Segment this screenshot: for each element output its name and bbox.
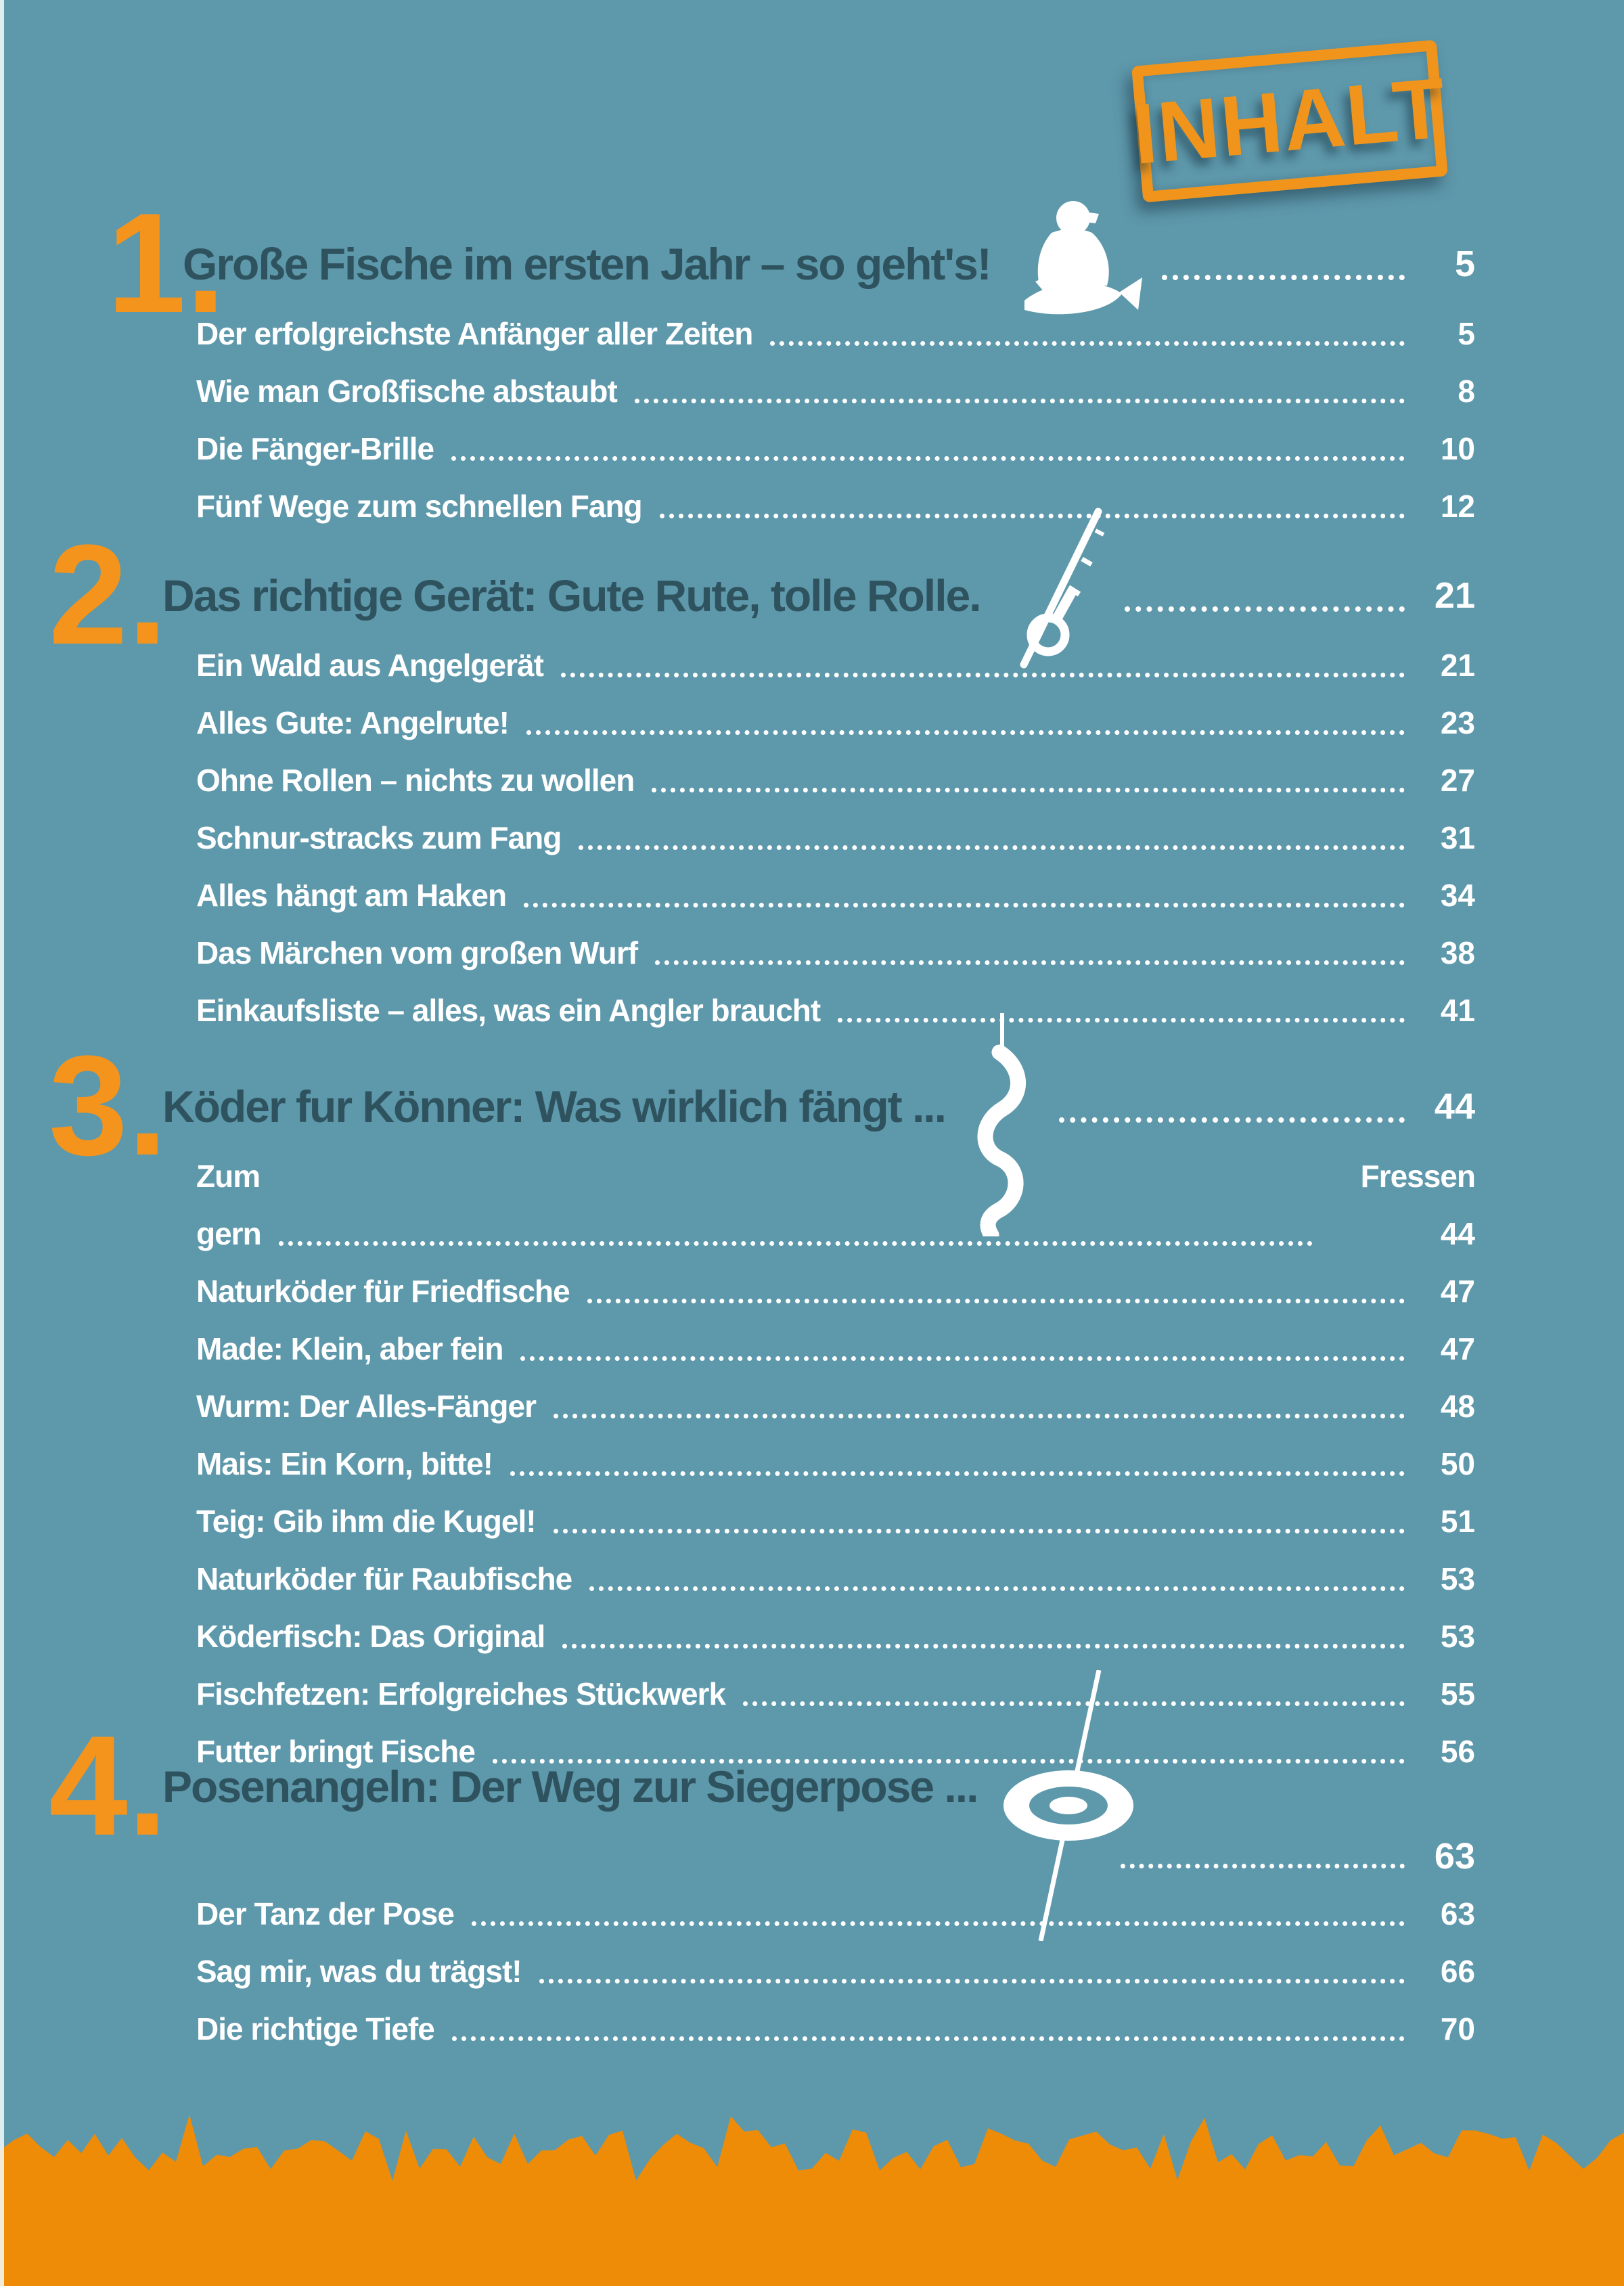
- toc-sub-item: [88, 694, 1475, 751]
- toc-sub-item: [88, 1435, 1475, 1492]
- dotted-leader: [279, 1241, 1313, 1246]
- dotted-leader: [770, 341, 1405, 346]
- toc-sub-item-wrapped: [88, 1147, 1475, 1205]
- dotted-leader: [838, 1018, 1405, 1023]
- chapter-title: Das richtige Gerät: Gute Rute, tolle Rolle.: [162, 570, 980, 621]
- dotted-leader: [562, 1644, 1405, 1649]
- item-page-number: 8: [1458, 373, 1475, 409]
- angler-with-fish-icon: [1006, 223, 1144, 305]
- item-label: Wurm: Der Alles-Fänger: [196, 1388, 536, 1424]
- inhalt-stamp: [1129, 40, 1451, 203]
- chapter-number: 4.: [49, 1705, 168, 1865]
- item-label: Naturköder für Friedfische: [196, 1273, 570, 1309]
- dotted-leader: [452, 2036, 1405, 2041]
- item-page-number: 5: [1458, 315, 1475, 351]
- bottom-grunge-band: [0, 2110, 1624, 2286]
- item-label: Futter bringt Fische: [196, 1733, 475, 1769]
- item-label: Zum: [196, 1158, 261, 1194]
- toc-sub-item: [88, 866, 1475, 924]
- toc-sub-item: [88, 1492, 1475, 1550]
- dotted-leader: [743, 1701, 1405, 1706]
- toc-sub-item: [88, 636, 1475, 694]
- item-page-number: 38: [1440, 935, 1475, 970]
- chapter-number: 1.: [107, 183, 226, 342]
- toc-sub-item: [88, 1550, 1475, 1607]
- item-label: Die richtige Tiefe: [196, 2011, 434, 2046]
- item-label: Fünf Wege zum schnellen Fang: [196, 488, 642, 524]
- dotted-leader: [1162, 275, 1405, 280]
- chapter-page-number: 63: [1434, 1835, 1475, 1877]
- toc-sub-item: [88, 477, 1475, 535]
- item-label: Der erfolgreichste Anfänger aller Zeiten: [196, 315, 753, 351]
- item-page-number: 50: [1440, 1445, 1475, 1481]
- dotted-leader: [524, 903, 1405, 907]
- item-page-number: 47: [1440, 1273, 1475, 1309]
- toc-sub-item: [88, 1885, 1475, 1942]
- inhalt-stamp-label: INHALT: [1129, 60, 1451, 182]
- item-page-number: 55: [1440, 1676, 1475, 1711]
- item-label: Teig: Gib ihm die Kugel!: [196, 1503, 536, 1539]
- item-label: Köderfisch: Das Original: [196, 1618, 545, 1654]
- item-page-number: 51: [1440, 1503, 1475, 1539]
- item-label: Sag mir, was du trägst!: [196, 1953, 522, 1989]
- toc-sub-item: [88, 1377, 1475, 1435]
- toc-sub-item: [88, 362, 1475, 420]
- item-page-number: 70: [1440, 2011, 1475, 2046]
- item-page-number: 47: [1440, 1330, 1475, 1366]
- dotted-leader: [520, 1356, 1405, 1361]
- toc-sub-item: [88, 981, 1475, 1039]
- dotted-leader: [579, 845, 1405, 850]
- dotted-leader: [587, 1299, 1405, 1303]
- chapter-leader-row: [88, 1827, 1475, 1885]
- worm-icon: [960, 1066, 1041, 1147]
- item-label: gern: [196, 1215, 261, 1251]
- dotted-leader: [1125, 606, 1405, 612]
- dotted-leader: [472, 1921, 1405, 1926]
- dotted-leader: [554, 1529, 1405, 1533]
- item-label: Ohne Rollen – nichts zu wollen: [196, 762, 635, 798]
- dotted-leader: [1059, 1117, 1405, 1123]
- dotted-leader: [451, 456, 1405, 461]
- item-label: Mais: Ein Korn, bitte!: [196, 1445, 493, 1481]
- dotted-leader: [655, 960, 1405, 965]
- item-page-number: 21: [1440, 647, 1475, 683]
- dotted-leader: [660, 514, 1405, 518]
- item-label: Wie man Großfische abstaubt: [196, 373, 617, 409]
- item-page-number: 23: [1440, 704, 1475, 740]
- dotted-leader: [526, 730, 1405, 735]
- item-label: Schnur-stracks zum Fang: [196, 820, 562, 855]
- toc-sub-item: [88, 1320, 1475, 1377]
- item-page-number: 48: [1440, 1388, 1475, 1424]
- dotted-leader: [652, 788, 1405, 792]
- chapter-number: 2.: [49, 514, 168, 674]
- toc-sub-item: [88, 2000, 1475, 2057]
- item-label: Fischfetzen: Erfolgreiches Stückwerk: [196, 1676, 726, 1711]
- chapter-title: Posenangeln: Der Weg zur Siegerpose ...: [162, 1762, 978, 1812]
- chapter-title: Köder fur Könner: Was wirklich fängt ...: [162, 1081, 945, 1131]
- item-label: Der Tanz der Pose: [196, 1896, 454, 1931]
- fishing-rod-icon: [995, 555, 1107, 636]
- item-page-number: 27: [1440, 762, 1475, 798]
- toc-sub-item: [88, 751, 1475, 809]
- dotted-leader: [493, 1759, 1405, 1764]
- item-page-number: 44: [1440, 1215, 1475, 1251]
- toc-sub-item: [88, 420, 1475, 477]
- dotted-leader: [539, 1979, 1405, 1984]
- dotted-leader: [561, 673, 1405, 677]
- item-page-number: 66: [1440, 1953, 1475, 1989]
- item-page-number: 31: [1440, 820, 1475, 855]
- toc-sub-item: [88, 1665, 1475, 1722]
- toc-sub-item: [88, 924, 1475, 981]
- toc-sub-item: [88, 1607, 1475, 1665]
- item-page-number: 10: [1440, 430, 1475, 466]
- chapter-page-number: 21: [1434, 575, 1475, 616]
- item-label: Die Fänger-Brille: [196, 430, 434, 466]
- chapter-page-number: 44: [1434, 1086, 1475, 1127]
- chapter-page-number: 5: [1454, 244, 1475, 284]
- item-page-number: 63: [1440, 1896, 1475, 1931]
- item-label: Made: Klein, aber fein: [196, 1330, 503, 1366]
- toc-sub-item: [88, 305, 1475, 362]
- dotted-leader: [589, 1586, 1405, 1591]
- item-label: Das Märchen vom großen Wurf: [196, 935, 638, 970]
- dotted-leader: [510, 1471, 1405, 1476]
- toc-sub-item: [88, 809, 1475, 866]
- item-page-number: 53: [1440, 1618, 1475, 1654]
- item-label: Alles Gute: Angelrute!: [196, 704, 509, 740]
- dotted-leader: [1121, 1864, 1405, 1868]
- item-page-number: 41: [1440, 992, 1475, 1028]
- item-label: Ein Wald aus Angelgerät: [196, 647, 543, 683]
- chapter-number: 3.: [49, 1025, 168, 1185]
- item-page-number: 56: [1440, 1733, 1475, 1769]
- toc-sub-item-wrapped: [88, 1205, 1475, 1262]
- chapter-title: Große Fische im ersten Jahr – so geht's!: [183, 239, 991, 289]
- toc-sub-item: [88, 1942, 1475, 2000]
- page-edge: [0, 0, 4, 2286]
- toc-sub-item: [88, 1722, 1475, 1780]
- dotted-leader: [635, 399, 1405, 403]
- item-label: Alles hängt am Haken: [196, 877, 507, 913]
- toc-sub-item: [88, 1262, 1475, 1320]
- item-label: Fressen: [1360, 1158, 1475, 1194]
- item-page-number: 34: [1440, 877, 1475, 913]
- item-page-number: 53: [1440, 1561, 1475, 1596]
- item-label: Einkaufsliste – alles, was ein Angler braucht: [196, 992, 821, 1028]
- dotted-leader: [554, 1414, 1405, 1418]
- item-page-number: 12: [1440, 488, 1475, 524]
- item-label: Naturköder für Raubfische: [196, 1561, 572, 1596]
